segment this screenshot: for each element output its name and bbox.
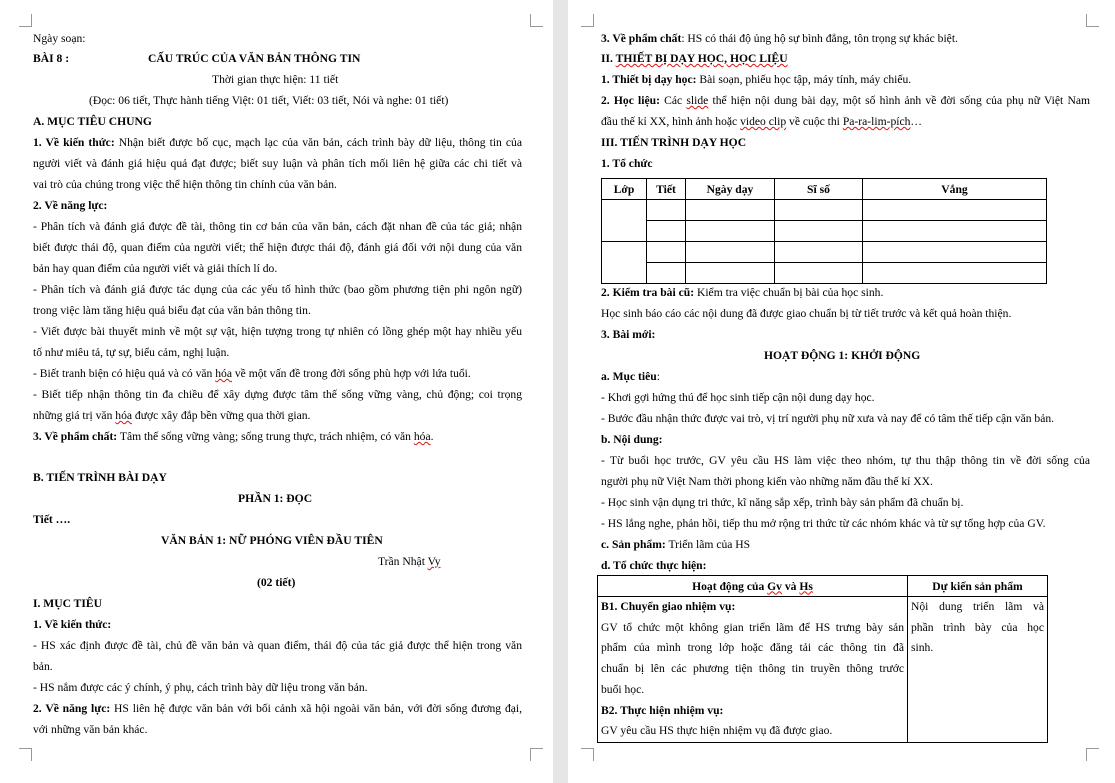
table-cell: [863, 200, 1047, 221]
table-row: [602, 221, 1047, 242]
kien-thuc-line-2: người viết và đánh giá hiệu quả đạt được; biết suy luận và phân tích mối liên hệ giữa các chi tiết và: [33, 157, 522, 170]
mt-nang-luc-line: với những văn bản khác.: [33, 723, 148, 736]
mt-nang-luc-line: 2. Về năng lực: HS liên hệ được văn bản với bối cảnh xã hội ngoài văn bản, với đời sống đương đại,: [33, 702, 523, 715]
table-cell: [686, 242, 775, 263]
crop-mark: [581, 14, 594, 27]
to-chuc-heading: 1. Tổ chức: [601, 157, 653, 170]
thiet-bi-line: 1. Thiết bị dạy học: Bài soạn, phiếu học tập, máy tính, máy chiếu.: [601, 73, 912, 86]
pham-chat-line: 3. Về phẩm chất: Tâm thế sống vững vàng; sống trung thực, trách nhiệm, có văn hóa.: [33, 430, 434, 443]
table-cell: [775, 200, 863, 221]
table-header: Hoạt động của Gv và Hs: [598, 576, 908, 597]
bai-moi-heading: 3. Bài mới:: [601, 328, 656, 341]
muc-tieu-line: - Khơi gợi hứng thú để học sinh tiếp cận nội dung dạy học.: [601, 391, 875, 404]
nang-luc-line: - Biết tiếp nhận thông tin đa chiều để xây dựng được tâm thế sống vững vàng, chủ động; coi trọng: [33, 388, 522, 401]
tiet-label: Tiết ….: [33, 513, 71, 526]
table-cell: [602, 242, 647, 284]
table-cell: [602, 200, 647, 242]
mt-kien-thuc-heading: 1. Về kiến thức:: [33, 618, 112, 631]
table-header: Dự kiến sản phẩm: [908, 576, 1048, 597]
table-cell: [647, 200, 686, 221]
crop-mark: [1086, 748, 1099, 761]
nang-luc-line: tố như miêu tả, tự sự, biểu cảm, nghị luận.: [33, 346, 230, 359]
table-cell: [647, 242, 686, 263]
document-page-left: [0, 0, 553, 783]
mt-kien-thuc-line: - HS xác định được đề tài, chủ đề văn bản và quan điểm, thái độ của tác giả được thể hiện trong văn: [33, 639, 522, 652]
section-a-heading: A. MỤC TIÊU CHUNG: [33, 115, 152, 128]
noi-dung-line: người phụ nữ Việt Nam thời phong kiến vào những năm đầu thế kỉ XX.: [601, 475, 933, 488]
nang-luc-line: bản hay quan điểm của người viết và giải thích lí do.: [33, 262, 278, 275]
nang-luc-line: - Phân tích và đánh giá được đề tài, thông tin cơ bản của văn bản, cách đặt nhan đề của tác giả; nhận: [33, 220, 522, 233]
table-row: [602, 200, 1047, 221]
table-header: Tiết: [647, 179, 686, 200]
product-cell: Nội dung triển lãm và phần trình bày của học sinh.: [908, 597, 1048, 743]
so-tiet: (02 tiết): [257, 576, 296, 589]
tac-gia: Trần Nhật Vy: [378, 555, 441, 568]
table-cell: [863, 242, 1047, 263]
table-header: Lớp: [602, 179, 647, 200]
nang-luc-line: những giá trị văn hóa được xây đắp bền vững qua thời gian.: [33, 409, 311, 422]
noi-dung-line: - HS lắng nghe, phản hồi, tiếp thu mở rộng tri thức từ các nhóm khác và từ sự tổng hợp của GV.: [601, 517, 1046, 530]
table-cell: [863, 221, 1047, 242]
table-header: Ngày dạy: [686, 179, 775, 200]
kien-thuc-line-1: 1. Về kiến thức: Nhận biết được bố cục, mạch lạc của văn bản, cách trình bày dữ liệu, thông tin của: [33, 136, 522, 149]
document-page-right: [568, 0, 1115, 783]
nang-luc-line: - Phân tích và đánh giá được tác dụng của các yếu tố hình thức (bao gồm phương tiện phi ngôn ngữ): [33, 283, 522, 296]
to-chuc-thuc-hien-heading: d. Tổ chức thực hiện:: [601, 559, 707, 572]
muc-tieu-heading: a. Mục tiêu:: [601, 370, 660, 383]
table-cell: [686, 221, 775, 242]
crop-mark: [530, 748, 543, 761]
table-header: Sĩ số: [775, 179, 863, 200]
table-header: Vắng: [863, 179, 1047, 200]
phan-1-heading: PHẦN 1: ĐỌC: [238, 492, 313, 505]
mt-kien-thuc-line: bản.: [33, 660, 53, 673]
hs-bao-cao-line: Học sinh báo cáo các nội dung đã được giao chuẩn bị từ tiết trước và kết quả hoàn thiện.: [601, 307, 1012, 320]
thiet-bi-heading: II. THIẾT BỊ DẠY HỌC, HỌC LIỆU: [601, 52, 788, 65]
crop-mark: [19, 748, 32, 761]
table-cell: [775, 221, 863, 242]
table-cell: [686, 200, 775, 221]
table-cell: [686, 263, 775, 284]
kien-thuc-line-3: vai trò của chúng trong việc thể hiện thông tin chính của văn bản.: [33, 178, 337, 191]
section-b-heading: B. TIẾN TRÌNH BÀI DẠY: [33, 471, 167, 484]
nang-luc-line: biết được thái độ, quan điểm của người viết; thể hiện được thái độ, đánh giá đối với nội dung của văn: [33, 241, 522, 254]
activity-cell: B1. Chuyển giao nhiệm vụ: GV tổ chức một không gian triển lãm để HS trưng bày sản phẩm của mình trong lớp hoặc đăng tải các thông tin đã chuẩn bị lên các phương tiện thông tin truyền thông trước buổi học. B2. Thực hiện nhiệm vụ: GV yêu cầu HS thực hiện nhiệm vụ đã được giao.: [598, 597, 908, 743]
hoat-dong-1-heading: HOẠT ĐỘNG 1: KHỞI ĐỘNG: [764, 349, 921, 362]
table-cell: [775, 242, 863, 263]
pham-chat-line: 3. Về phẩm chất: HS có thái độ ủng hộ sự bình đẳng, tôn trọng sự khác biệt.: [601, 32, 958, 45]
nang-luc-line: - Biết tranh biện có hiệu quả và có văn hóa về một vấn đề trong đời sống phù hợp với lứa tuổi.: [33, 367, 471, 380]
table-row: [602, 263, 1047, 284]
table-row: [598, 597, 1048, 743]
hoc-lieu-line: 2. Học liệu: Các slide thể hiện nội dung bài dạy, một số hình ảnh về đời sống của phụ nữ Việt Nam: [601, 94, 1090, 107]
muc-tieu-line: - Bước đầu nhận thức được vai trò, vị trí người phụ nữ xưa và nay để có tâm thế tiếp cận văn bản.: [601, 412, 1055, 425]
table-cell: [863, 263, 1047, 284]
nang-luc-line: trong việc làm tăng hiệu quả biểu đạt của văn bản thông tin.: [33, 304, 311, 317]
ngay-soan: Ngày soạn:: [33, 32, 86, 45]
thoi-gian: Thời gian thực hiện: 11 tiết: [212, 73, 339, 86]
noi-dung-line: - Học sinh vận dụng tri thức, kĩ năng sắp xếp, trình bày sản phẩm đã chuẩn bị.: [601, 496, 964, 509]
class-attendance-table: [601, 178, 1047, 284]
noi-dung-heading: b. Nội dung:: [601, 433, 663, 446]
crop-mark: [530, 14, 543, 27]
table-cell: [647, 221, 686, 242]
noi-dung-line: - Từ buổi học trước, GV yêu cầu HS làm việc theo nhóm, tự thu thập thông tin về đời sống của: [601, 454, 1090, 467]
mt-kien-thuc-line: - HS nắm được các ý chính, ý phụ, cách trình bày dữ liệu trong văn bản.: [33, 681, 368, 694]
bai-title: CẤU TRÚC CỦA VĂN BẢN THÔNG TIN: [148, 52, 361, 65]
phan-bo-tiet: (Đọc: 06 tiết, Thực hành tiếng Việt: 01 tiết, Viết: 03 tiết, Nói và nghe: 01 tiết): [89, 94, 449, 107]
van-ban-title: VĂN BẢN 1: NỮ PHÓNG VIÊN ĐẦU TIÊN: [161, 534, 383, 547]
activity-table: [597, 575, 1048, 743]
crop-mark: [581, 748, 594, 761]
table-cell: [775, 263, 863, 284]
nang-luc-heading: 2. Về năng lực:: [33, 199, 108, 212]
hoc-lieu-line: đầu thế kỉ XX, hình ảnh hoặc video clip về cuộc thi Pa-ra-lim-pích…: [601, 115, 923, 128]
table-row: [602, 242, 1047, 263]
bai-label: BÀI 8 :: [33, 52, 70, 65]
tien-trinh-heading: III. TIẾN TRÌNH DẠY HỌC: [601, 136, 747, 149]
san-pham-line: c. Sản phẩm: Triển lãm của HS: [601, 538, 751, 551]
crop-mark: [19, 14, 32, 27]
muc-tieu-heading: I. MỤC TIÊU: [33, 597, 103, 610]
table-cell: [647, 263, 686, 284]
crop-mark: [1086, 14, 1099, 27]
kiem-tra-line: 2. Kiểm tra bài cũ: Kiểm tra việc chuẩn bị bài của học sinh.: [601, 286, 884, 299]
nang-luc-line: - Viết được bài thuyết minh về một sự vật, hiện tượng trong tự nhiên có lồng ghép một hay nhiều yếu: [33, 325, 522, 338]
